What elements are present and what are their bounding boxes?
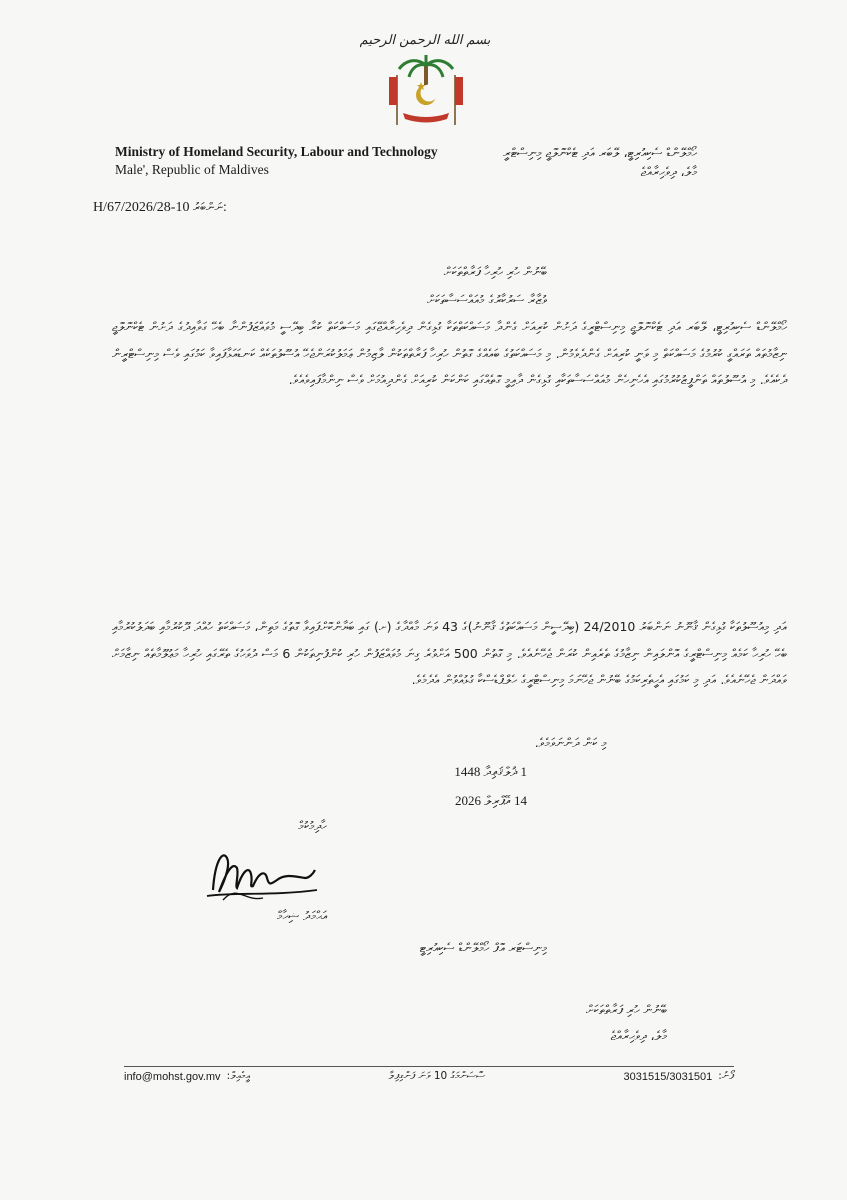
handwritten-signature xyxy=(193,840,323,910)
body-paragraph-2: އަދި މިއުސޫލުތަކާ ގުޅިގެން ޤާނޫނު ނަންބަރު 24/2010 (ބިދޭސީން މަސައްކަތުގެ ޤާނޫނު)ގެ 43 ވަނަ މާއްދާގެ (ށ) ގައި ބަޔާންކޮށްފައިވާ ގޮތުގެ މަތިން، މަސައްކަތު ހުއްދަ ދޫކުރުމާއި ބަދަލުކުރުމާއި ބެހޭ ހުރިހާ ކަމެއް މިނިސްޓްރީގެ އޮންލައިން ނިޒާމުގެ ތެރެއިން ކުރަން ޖެހޭނެއެވެ. މި ގޮތުން 500 އަށްވުރެ ގިނަ މުވައްޒަފުން ހުރި ކުންފުނިތަކުން 6 މަސް ދުވަހުގެ ތެރޭގައި ހުރިހާ މަޢުލޫމާތެއް ނިޒާމަށް ވައްދަން ޖެހޭނެއެވެ. އަދި މި ކަމުގައި އެހީތެރިކަމުގެ ބޭނުން ޖެހޭނަމަ މިނިސްޓްރީގެ ހެލްޕްޑެސްކާ ގުޅުއްވުން އެދެމެވެ. xyxy=(112,619,787,688)
signer-name: އަޙްމަދު ޝިހާމް xyxy=(276,908,327,923)
gregorian-date: 14 އޭޕްރިލް 2026 xyxy=(455,793,527,808)
phone-value: 3031515/3031501 xyxy=(623,1070,713,1083)
email-label: އީމެއިލް: xyxy=(226,1070,251,1082)
national-emblem xyxy=(385,55,467,127)
bismillah-text: بسم الله الرحمن الرحيم xyxy=(360,33,490,48)
ministry-location-dv: މާލެ، ދިވެހިރާއްޖެ xyxy=(640,164,697,179)
ministry-name-en: Ministry of Homeland Security, Labour and Technology xyxy=(115,144,438,159)
email-value: info@mohst.gov.mv xyxy=(124,1070,221,1083)
cc-recipient: ބޭނުން ހުރި ފަރާތްތަކަށް xyxy=(585,1002,667,1017)
reference-number: H/67/2026/28-10 xyxy=(93,200,190,215)
ministry-dhivehi-header xyxy=(397,143,697,181)
addressee-line-1: ބޭނުން ހުރި ހުރިހާ ފަރާތްތަކަށް xyxy=(443,264,547,279)
closing-line: މި ކަން ދަންނަވަމެވެ. xyxy=(534,735,607,750)
bismillah-calligraphy xyxy=(360,18,490,58)
body-paragraph-1: ހޯމްލޭންޑް ސެކިއުރިޓީ، ލޭބަރ އަދި ޓެކްނޮލޮޖީ މިނިސްޓްރީގެ ދަށުން ކުރިއަށް ގެންދާ މަސައްކަތްތަކާ ގުޅިގެން ދިވެހިރާއްޖޭގައި މަސައްކަތް ކުރާ ބިދޭސީ މުވައްޒަފުންނާ ބެހޭ ގަވާއިދުގެ ދަށުން ޓެކްނޮލޮޖީ ނިޒާމުތައް ތަރައްގީ ކުރުމުގެ މަސައްކަތް މި ވަނީ ކުރިއަށް ގެންދެވެމުން. މި މަސައްކަތުގެ ބައެއްގެ ގޮތުން ހުރިހާ ފަރާތްތަކުން ލާޒިމުން ޢަމަލުކުރަންޖެހޭ އުސޫލުތަކެއް ކަނޑައަޅާފައިވާ ކަމުގައި ވެސް މިނިސްޓްރީން ދެކެއެވެ. މި އުސޫލުތައް ތަންފީޒުކުރުމުގައި އެހެނިހެން މުއައްސަސާތަކާއި ގުޅިގެން ދާއިމީ ގޮތެއްގައި ކަންކަން ކުރިއަށް ގެންދިއުމަށް ވެސް ނިންމާފައިވެއެވެ. xyxy=(112,319,787,388)
signature-prefix: ހާދިމުކުމް xyxy=(298,818,327,833)
hijri-date: 1 ޛުލްޤަޢިދާ 1448 xyxy=(454,764,527,779)
reference-label: ނަންބަރު: xyxy=(192,200,227,214)
addressee-line-2: ވުޒާރާ ސަރުކާރުގެ މުއައްސަސާތަކަށް xyxy=(427,292,547,307)
footer-email xyxy=(124,1070,250,1083)
footer-address: ސޮސަންމަގު 10 ވަނަ ފަންގިފިލާ xyxy=(388,1070,486,1082)
reference-line xyxy=(93,200,227,216)
phone-label: ފޯނު: xyxy=(718,1070,734,1082)
footer-phone xyxy=(624,1070,734,1083)
letter-footer xyxy=(124,1070,734,1083)
cc-location: މާލެ، ދިވެހިރާއްޖެ xyxy=(610,1028,667,1043)
footer-divider xyxy=(124,1066,734,1067)
ministry-location-en: Male', Republic of Maldives xyxy=(115,162,269,177)
addressee-block xyxy=(127,258,547,314)
signer-title: މިނިސްޓަރ އޮފް ހޯމްލޭންޑް ސެކިއުރިޓީ xyxy=(419,940,547,955)
ministry-name-dv: ހޯމްލޭންޑް ސެކިއުރިޓީ، ލޭބަރ އަދި ޓެކްނޮލޮޖީ މިނިސްޓްރީ xyxy=(503,145,697,160)
ministry-english-header xyxy=(115,143,438,179)
